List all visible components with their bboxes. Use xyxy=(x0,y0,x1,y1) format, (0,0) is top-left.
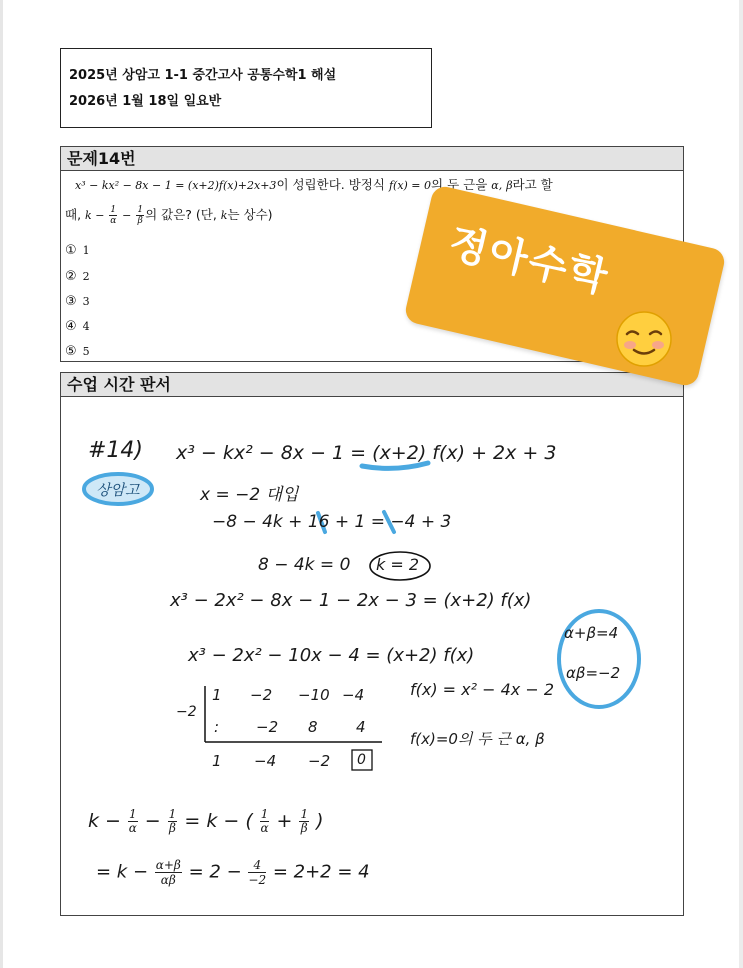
substitution-note: x = −2 대입 xyxy=(200,485,299,505)
choice-value: 5 xyxy=(82,345,90,358)
problem-equation: f(x) = 0 xyxy=(388,179,432,192)
problem-text-line-2: 때, k − $\frac{1}{\alpha}$ − $\frac{1}{\beta}$ 의 값은? (단, k는 상수) xyxy=(65,205,273,226)
choice-mark: ③ xyxy=(65,294,77,309)
fraction-denominator: β xyxy=(169,821,176,835)
fraction-numerator: 1 xyxy=(129,807,137,821)
board-equation-3: x³ − 2x² − 10x − 4 = (x+2) f(x) xyxy=(188,645,475,666)
problem-equation: x³ − kx² − 8x − 1 = (x+2)f(x)+2x+3 xyxy=(75,179,277,192)
synthetic-row-2-cell: −2 xyxy=(256,718,279,736)
problem-text: 의 두 근을 xyxy=(431,177,488,192)
final-line-1: k − $\frac{1}{\alpha}$ − $\frac{1}{\beta}$ = k − ( $\frac{1}{\alpha}$ + $\frac{1}{\beta}$ ) xyxy=(88,807,324,835)
equation-factor: x+2 xyxy=(379,442,419,464)
choice-value: 1 xyxy=(82,244,90,257)
fraction-numerator: 1 xyxy=(168,807,177,821)
synthetic-row-2-cell: 8 xyxy=(308,718,318,736)
fraction xyxy=(128,808,138,835)
fraction xyxy=(168,808,178,835)
problem-label: #14) xyxy=(88,438,144,463)
brand-sticker-text: 정아수학 xyxy=(444,220,614,302)
fraction-numerator: α+β xyxy=(155,858,181,872)
fraction xyxy=(260,808,270,835)
problem-heading: 문제14번 xyxy=(61,147,683,171)
fraction-denominator: −2 xyxy=(248,873,267,887)
fraction-denominator: α xyxy=(128,821,137,835)
fraction-denominator: β xyxy=(137,216,143,226)
problem-constant: k xyxy=(220,209,228,222)
fraction xyxy=(155,858,182,887)
fx-result: f(x) = x² − 4x − 2 xyxy=(410,680,555,699)
choice-mark: ⑤ xyxy=(65,344,77,359)
roots-note: f(x)=0의 두 근 α, β xyxy=(410,730,545,748)
fraction-numerator: 1 xyxy=(110,205,117,215)
problem-text: 의 값은? (단, xyxy=(145,207,217,222)
board-equation-1: x³ − kx² − 8x − 1 = (x+2) f(x) + 2x + 3 xyxy=(176,442,557,464)
synthetic-row-3-cell: −4 xyxy=(254,752,277,770)
fraction xyxy=(299,808,309,835)
synthetic-row-1-cell: −4 xyxy=(342,686,365,704)
equation-part: x³ − kx² − 8x − 1 = xyxy=(176,442,367,464)
fraction-denominator: αβ xyxy=(160,873,176,887)
vieta-sum: α+β=4 xyxy=(564,624,619,642)
choice-value: 3 xyxy=(82,295,90,308)
board-heading: 수업 시간 판서 xyxy=(61,373,683,397)
expression-part: ) xyxy=(316,810,324,832)
choice-mark: ② xyxy=(65,269,77,284)
fraction-denominator: β xyxy=(300,821,308,835)
synthetic-row-2-cell: 4 xyxy=(356,718,366,736)
problem-expression: k − xyxy=(85,209,105,222)
fraction-numerator: 1 xyxy=(260,807,269,821)
expression-part: = 2+2 = 4 xyxy=(272,861,370,883)
synthetic-divisor: −2 xyxy=(176,704,197,720)
problem-text: 때, xyxy=(65,207,82,222)
problem-text: 는 상수) xyxy=(227,207,273,222)
beta-symbol: β xyxy=(506,179,513,192)
expression-part: k − xyxy=(88,810,121,832)
fraction-numerator: 1 xyxy=(137,205,144,215)
school-tag: 상암고 xyxy=(96,481,140,499)
choice-value: 4 xyxy=(82,320,90,333)
expression-part: = k − ( xyxy=(184,810,253,832)
final-line-2 xyxy=(96,858,370,887)
synthetic-row-3-cell: −2 xyxy=(308,752,331,770)
expression-part: = 2 − xyxy=(188,861,242,883)
synthetic-row-3-cell: 1 xyxy=(212,752,222,770)
calculation-line-2: 8 − 4k = 0 xyxy=(258,555,351,575)
vieta-product: αβ=−2 xyxy=(566,664,621,682)
fraction-denominator: α xyxy=(260,821,269,835)
synthetic-row-1-cell: −2 xyxy=(250,686,273,704)
expression-part: = k − xyxy=(96,861,149,883)
fraction-numerator: 4 xyxy=(248,858,266,873)
choice-mark: ④ xyxy=(65,319,77,334)
synthetic-remainder: 0 xyxy=(357,752,366,768)
synthetic-row-1-cell: 1 xyxy=(212,686,222,704)
problem-text: 이 성립한다. 방정식 xyxy=(276,177,385,192)
fraction xyxy=(248,858,266,887)
title-line-1: 2025년 상암고 1-1 중간고사 공통수학1 해설 xyxy=(69,68,337,83)
calculation-line-1: −8 − 4k + 16 + 1 = −4 + 3 xyxy=(212,512,452,532)
alpha-symbol: α, xyxy=(491,179,503,192)
fraction-denominator: α xyxy=(110,216,117,226)
title-line-2: 2026년 1월 18일 일요반 xyxy=(69,94,222,109)
fraction-numerator: 1 xyxy=(300,807,309,821)
choice-mark: ① xyxy=(65,243,77,258)
synthetic-row-1-cell: −10 xyxy=(298,686,330,704)
smiling-face-icon xyxy=(614,309,674,369)
choice-value: 2 xyxy=(82,270,90,283)
problem-text: 라고 할 xyxy=(512,177,553,192)
synthetic-row-2-cell: : xyxy=(214,718,220,736)
equation-part: f(x) + 2x + 3 xyxy=(432,442,557,464)
board-equation-2: x³ − 2x² − 8x − 1 − 2x − 3 = (x+2) f(x) xyxy=(170,590,532,611)
k-result: k = 2 xyxy=(376,555,420,574)
